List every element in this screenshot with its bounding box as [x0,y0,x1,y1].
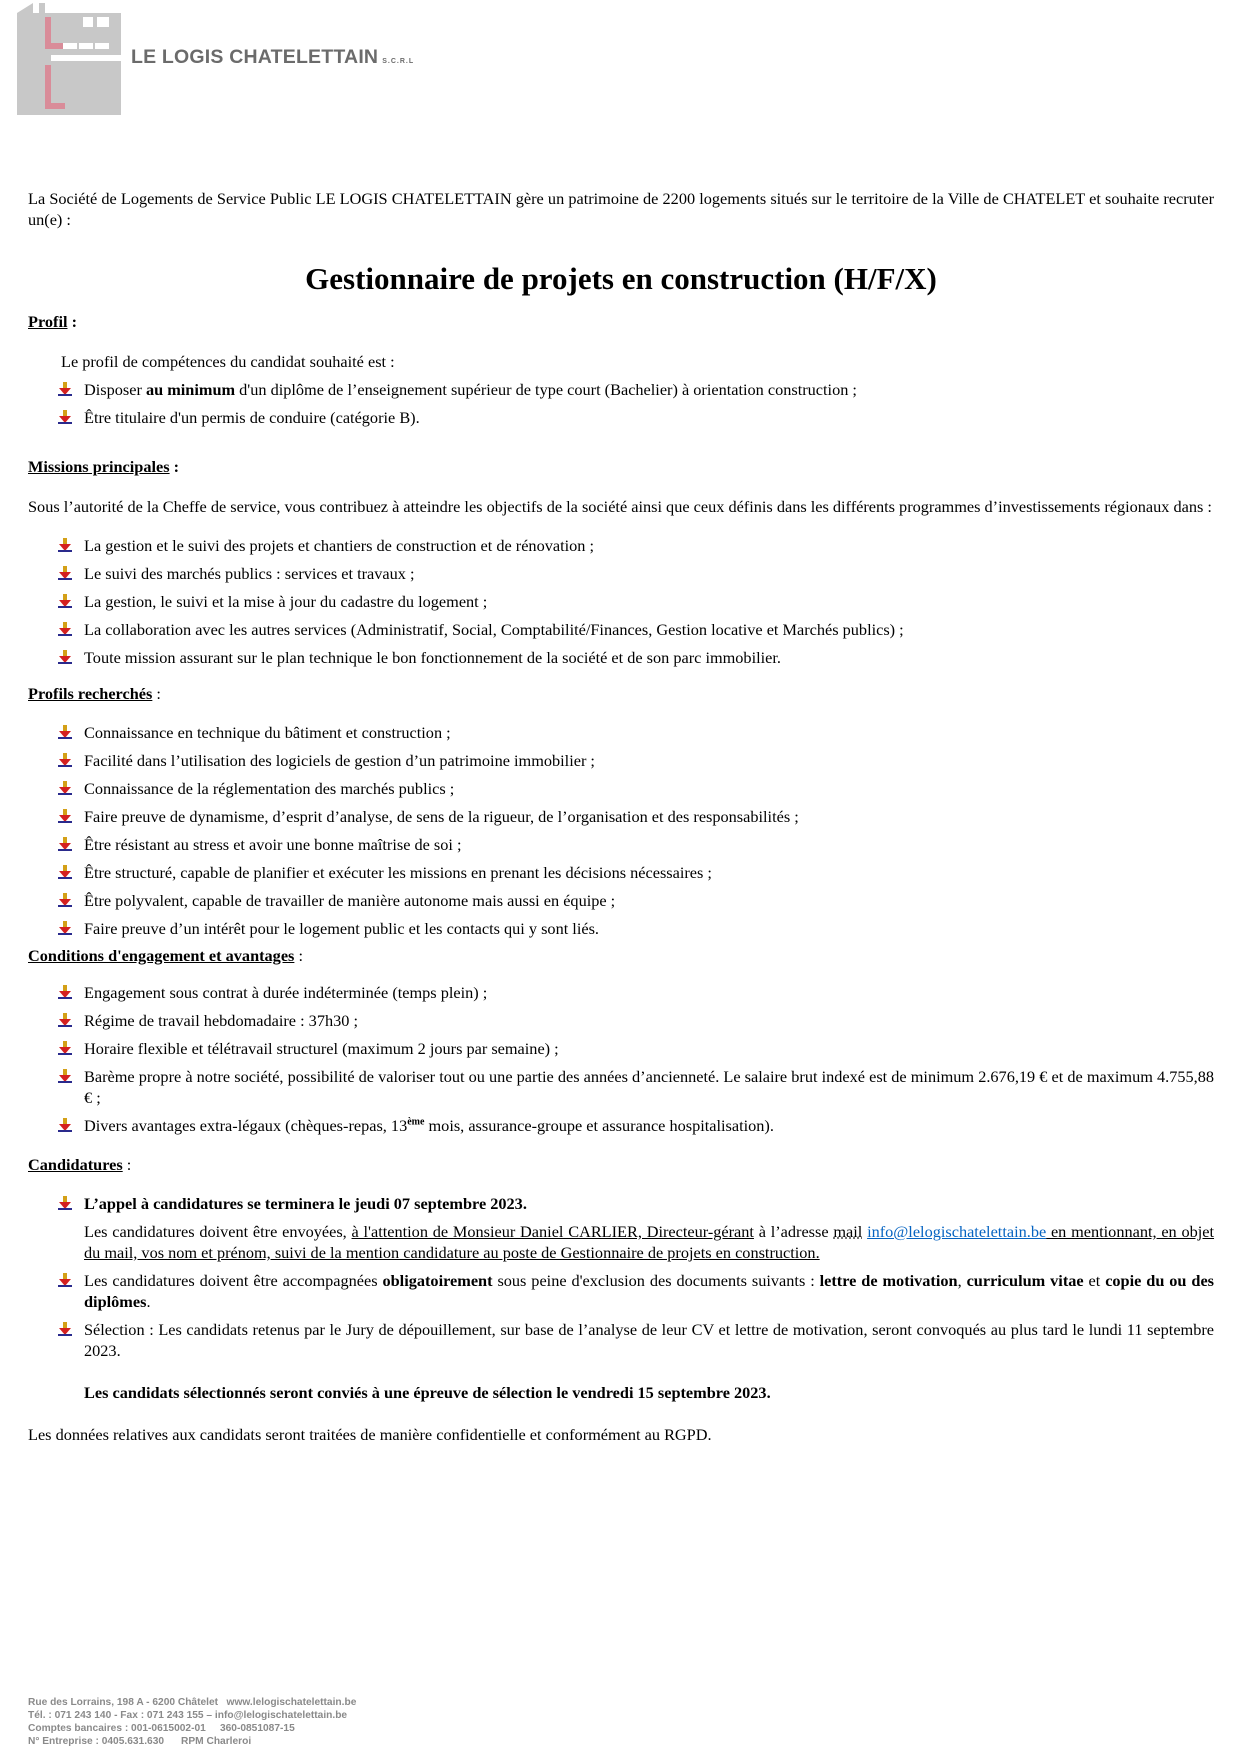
list-item: Disposer au minimum d'un diplôme de l’enseignement supérieur de type court (Bachelier) à orientation construction ; [28,379,1214,400]
list-item: Connaissance en technique du bâtiment et construction ; [28,722,1214,743]
company-logo [17,3,121,115]
arrow-bullet-icon [58,382,72,396]
arrow-bullet-icon [58,985,72,999]
document-body [28,188,1214,1445]
arrow-bullet-icon [58,410,72,424]
footer [28,1696,356,1748]
send-instructions: Les candidatures doivent être envoyées, à l'attention de Monsieur Daniel CARLIER, Directeur-gérant à l’adresse mail info@lelogischatelettain.be en mentionnant, en objet du mail, vos nom et prénom, suivi de la mention candidature au poste de Gestionnaire de projets en construction. [84,1222,1215,1262]
arrow-bullet-icon [58,1273,72,1287]
arrow-bullet-icon [58,566,72,580]
list-item: La collaboration avec les autres services (Administratif, Social, Comptabilité/Finances, Gestion locative et Marchés publics) ; [28,619,1214,640]
list-item: Être structuré, capable de planifier et exécuter les missions en prenant les décisions nécessaires ; [28,862,1214,883]
list-item: Facilité dans l’utilisation des logiciels de gestion d’un patrimoine immobilier ; [28,750,1214,771]
list-item: Être titulaire d'un permis de conduire (catégorie B). [28,407,1214,428]
arrow-bullet-icon [58,725,72,739]
section-heading-missions: Missions principales : [28,457,180,476]
arrow-bullet-icon [58,809,72,823]
list-item: La gestion et le suivi des projets et chantiers de construction et de rénovation ; [28,535,1214,556]
list-item: Régime de travail hebdomadaire : 37h30 ; [28,1010,1214,1031]
profil-list [28,379,1214,428]
arrow-bullet-icon [58,921,72,935]
page-title: Gestionnaire de projets en construction (H/F/X) [305,261,937,296]
list-item: Connaissance de la réglementation des marchés publics ; [28,778,1214,799]
epreuve-text: Les candidats sélectionnés seront conviés à une épreuve de sélection le vendredi 15 septembre 2023. [84,1383,771,1402]
arrow-bullet-icon [58,781,72,795]
arrow-bullet-icon [58,837,72,851]
arrow-bullet-icon [58,594,72,608]
list-item: Être résistant au stress et avoir une bonne maîtrise de soi ; [28,834,1214,855]
list-item: Divers avantages extra-légaux (chèques-repas, 13ème mois, assurance-groupe et assurance hospitalisation). [28,1115,1214,1136]
rgpd-text: Les données relatives aux candidats seront traitées de manière confidentielle et conformément au RGPD. [28,1425,712,1444]
footer-line: Comptes bancaires : 001-0615002-01 360-0851087-15 [28,1723,295,1734]
arrow-bullet-icon [58,650,72,664]
list-item: Être polyvalent, capable de travailler de manière autonome mais aussi en équipe ; [28,890,1214,911]
email-link[interactable]: info@lelogischatelettain.be [867,1222,1047,1241]
arrow-bullet-icon [58,893,72,907]
missions-lead: Sous l’autorité de la Cheffe de service, vous contribuez à atteindre les objectifs de la société ainsi que ceux définis dans les différents programmes d’investissements régionaux dans : [28,497,1212,516]
arrow-bullet-icon [58,1322,72,1336]
profils-list [28,722,1214,939]
section-heading-candidatures: Candidatures : [28,1155,132,1174]
list-item: Faire preuve d’un intérêt pour le logement public et les contacts qui y sont liés. [28,918,1214,939]
arrow-bullet-icon [58,1041,72,1055]
arrow-bullet-icon [58,622,72,636]
list-item: Les candidatures doivent être accompagnées obligatoirement sous peine d'exclusion des documents suivants : lettre de motivation, curriculum vitae et copie du ou des diplômes. [28,1270,1214,1312]
candidatures-list [28,1193,1214,1214]
arrow-bullet-icon [58,865,72,879]
list-item [28,1193,1214,1214]
arrow-bullet-icon [58,753,72,767]
list-item: Horaire flexible et télétravail structurel (maximum 2 jours par semaine) ; [28,1038,1214,1059]
section-heading-profils: Profils recherchés : [28,684,161,703]
list-item: Le suivi des marchés publics : services et travaux ; [28,563,1214,584]
footer-line: Tél. : 071 243 140 - Fax : 071 243 155 – info@lelogischatelettain.be [28,1710,348,1721]
list-item: Engagement sous contrat à durée indéterminée (temps plein) ; [28,982,1214,1003]
company-name: LE LOGIS CHATELETTAIN S.C.R.L [131,46,415,68]
footer-line: N° Entreprise : 0405.631.630 RPM Charleroi [28,1736,252,1747]
list-item: Toute mission assurant sur le plan technique le bon fonctionnement de la société et de son parc immobilier. [28,647,1214,668]
profil-lead: Le profil de compétences du candidat souhaité est : [61,352,395,371]
candidatures-list-2 [28,1270,1214,1361]
conditions-list [28,982,1214,1136]
arrow-bullet-icon [58,1069,72,1083]
arrow-bullet-icon [58,1196,72,1210]
deadline-text: L’appel à candidatures se terminera le jeudi 07 septembre 2023. [84,1194,527,1213]
list-item: La gestion, le suivi et la mise à jour du cadastre du logement ; [28,591,1214,612]
intro-paragraph: La Société de Logements de Service Public LE LOGIS CHATELETTAIN gère un patrimoine de 2200 logements situés sur le territoire de la Ville de CHATELET et souhaite recruter un(e) : [28,189,1214,229]
footer-line: Rue des Lorrains, 198 A - 6200 Châtelet www.lelogischatelettain.be [28,1697,357,1708]
section-heading-conditions: Conditions d'engagement et avantages : [28,946,303,965]
section-heading-profil: Profil : [28,312,77,331]
list-item: Faire preuve de dynamisme, d’esprit d’analyse, de sens de la rigueur, de l’organisation et des responsabilités ; [28,806,1214,827]
arrow-bullet-icon [58,538,72,552]
list-item: Barème propre à notre société, possibilité de valoriser tout ou une partie des années d’ancienneté. Le salaire brut indexé est de minimum 2.676,19 € et de maximum 4.755,88 € ; [28,1066,1214,1108]
arrow-bullet-icon [58,1013,72,1027]
list-item: Sélection : Les candidats retenus par le Jury de dépouillement, sur base de l’analyse de leur CV et lettre de motivation, seront convoqués au plus tard le lundi 11 septembre 2023. [28,1319,1214,1361]
missions-list [28,535,1214,668]
arrow-bullet-icon [58,1118,72,1132]
